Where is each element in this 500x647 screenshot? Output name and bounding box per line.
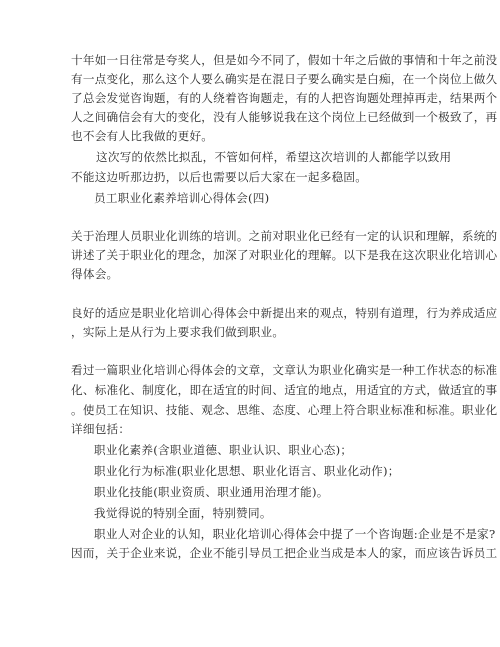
text-line: 关于治理人员职业化训练的培训。之前对职业化已经有一定的认识和理解，系统的 <box>71 229 498 243</box>
text-line: 看过一篇职业化培训心得体会的文章，文章认为职业化确实是一种工作状态的标准 <box>71 363 498 377</box>
text-line: 详细包括： <box>71 422 131 436</box>
text-line: 人之间确信会有大的变化，没有人能够说我在这个岗位上已经做到一个极致了，再 <box>71 110 498 124</box>
text-line: 因而，关于企业来说，企业不能引导员工把企业当成是本人的家，而应该告诉员工 <box>71 546 498 560</box>
text-line: 了总会发觉咨询题，有的人绕着咨询题走，有的人把咨询题处理掉再走，结果两个 <box>71 91 498 105</box>
text-line: 良好的适应是职业化培训心得体会中新提出来的观点，特别有道理，行为养成适应 <box>71 306 498 320</box>
text-line: 得体会。 <box>71 267 119 281</box>
text-line: 有一点变化，那么这个人要么确实是在混日子要么确实是白痴，在一个岗位上做久 <box>71 72 498 86</box>
text-line: 化、标准化、制度化，即在适宜的时间、适宜的地点，用适宜的方式，做适宜的事 <box>71 383 498 397</box>
text-line: 。使员工在知识、技能、观念、思维、态度、心理上符合职业标准和标准。职业化 <box>71 403 498 417</box>
text-line: 我觉得说的特别全面，特别赞同。 <box>94 506 272 520</box>
list-item: 职业化技能(职业资质、职业通用治理才能)。 <box>94 485 329 499</box>
text-line: 也不会有人比我做的更好。 <box>71 129 214 143</box>
text-line: 这次写的依然比拟乱，不管如何样，希望这次培训的人都能学以致用 <box>96 150 452 164</box>
text-line: 职业人对企业的认知，职业化培训心得体会中提了一个咨询题:企业是不是家? <box>94 527 496 541</box>
section-heading: 员工职业化素养培训心得体会(四) <box>94 191 270 205</box>
text-line: ，实际上是从行为上要求我们做到职业。 <box>71 325 285 339</box>
list-item: 职业化行为标准(职业化思想、职业化语言、职业化动作)； <box>94 464 400 478</box>
text-line: 十年如一日往常是夸奖人，但是如今不同了，假如十年之后做的事情和十年之前没 <box>71 53 498 67</box>
text-line: 讲述了关于职业化的理念，加深了对职业化的理解。以下是我在这次职业化培训心 <box>71 248 498 262</box>
list-item: 职业化素养(含职业道德、职业认识、职业心态)； <box>94 443 353 457</box>
text-line: 不能这边听那边扔，以后也需要以后大家在一起多稳固。 <box>71 170 368 184</box>
